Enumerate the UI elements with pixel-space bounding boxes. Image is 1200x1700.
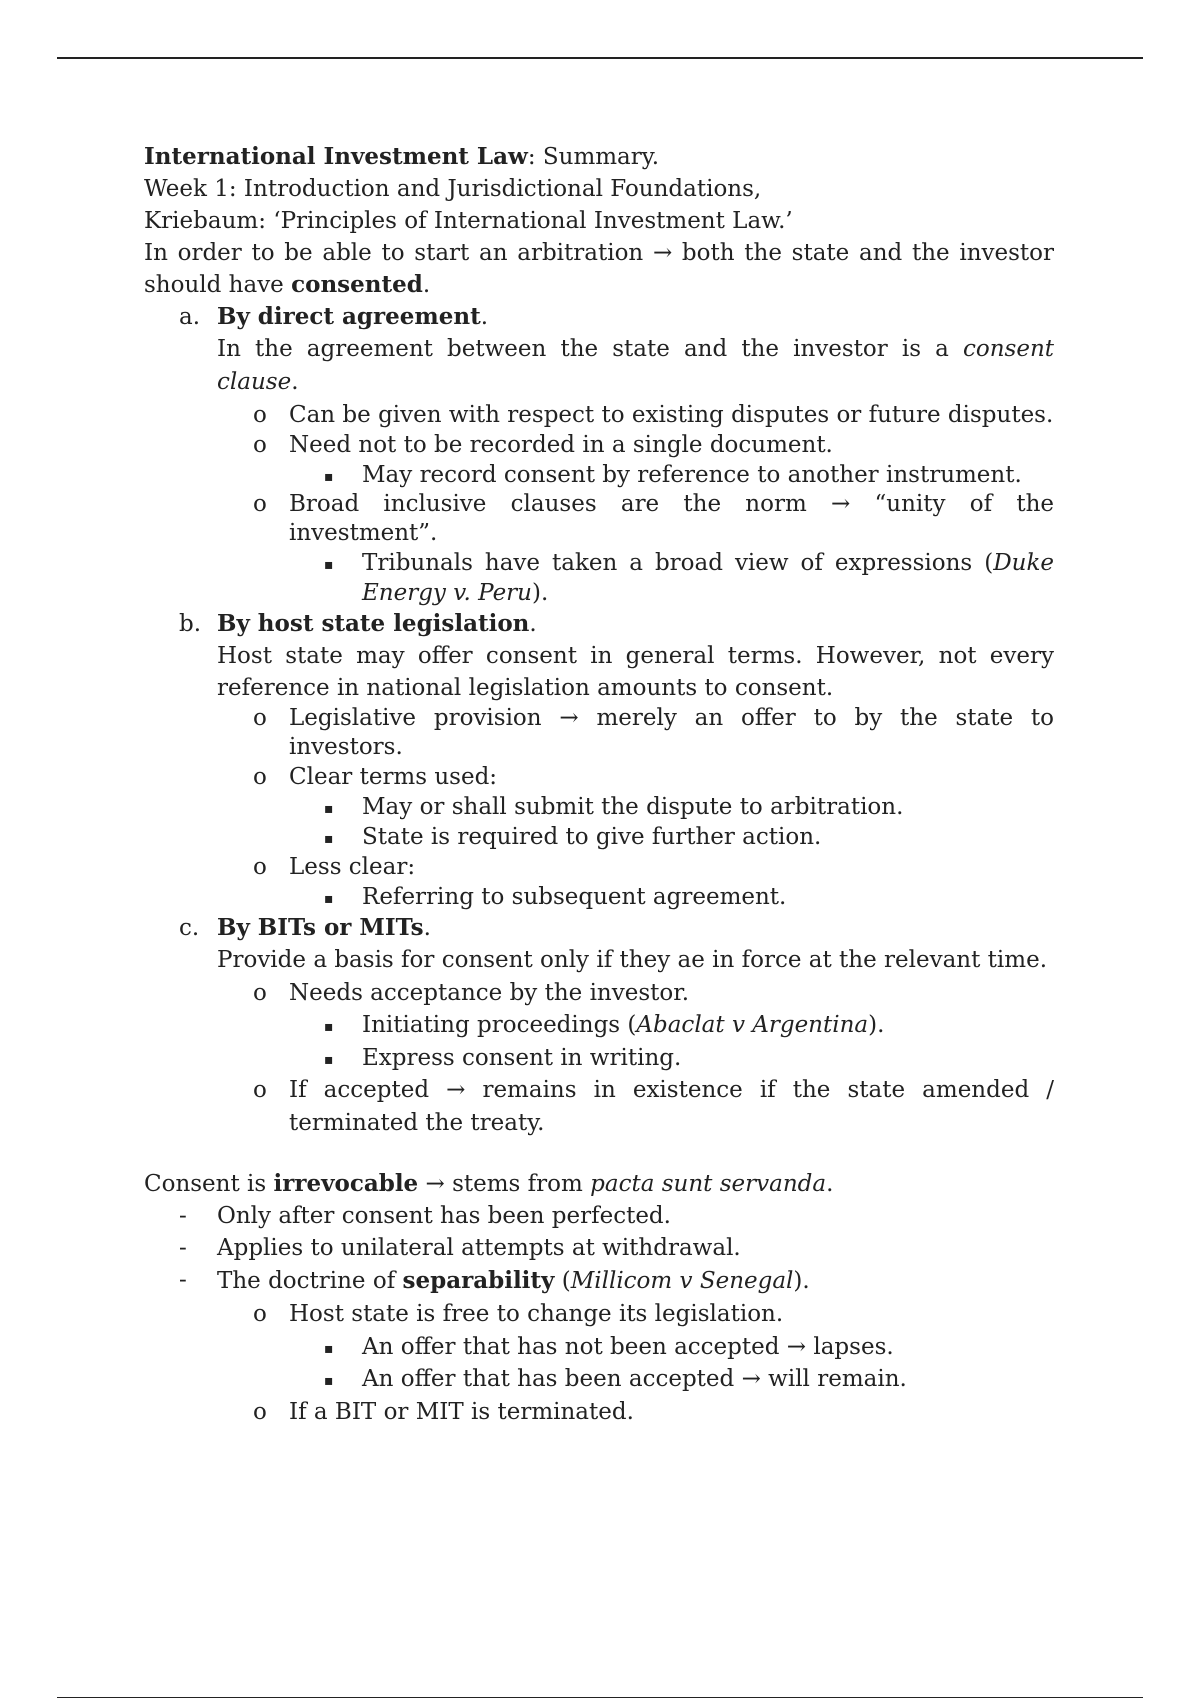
- list-marker: a.: [179, 304, 201, 330]
- para-italic: consent clause: [217, 336, 1054, 395]
- section-heading: By host state legislation: [217, 610, 530, 637]
- square-bullet: ▪: [324, 1341, 334, 1357]
- para-text: → stems from: [418, 1171, 591, 1197]
- list-item: [144, 1298, 1054, 1331]
- item-end: ).: [531, 580, 549, 606]
- list-item: [144, 1232, 1054, 1264]
- list-item: [144, 1264, 1054, 1298]
- case-name: Abaclat v Argentina: [636, 1012, 869, 1038]
- list-item: [144, 1363, 1054, 1396]
- list-item: [144, 1009, 1054, 1042]
- circle-bullet: o: [253, 854, 267, 880]
- circle-bullet: o: [253, 402, 267, 428]
- item-text: The doctrine of: [217, 1268, 403, 1294]
- doc-title: [144, 141, 1054, 173]
- intro-end: .: [422, 272, 431, 298]
- item-end: ).: [793, 1268, 810, 1294]
- item-bold: separability: [402, 1267, 555, 1294]
- intro-text: In order to be able to start an arbitration → both the state and the investor should have: [144, 240, 1054, 298]
- square-bullet: ▪: [324, 1373, 334, 1389]
- top-rule: [57, 57, 1143, 59]
- intro-paragraph: [144, 237, 1054, 301]
- case-name: Duke Energy v. Peru: [362, 550, 1054, 606]
- square-bullet: ▪: [324, 1052, 334, 1068]
- para-italic: pacta sunt servanda: [590, 1171, 827, 1197]
- square-bullet: ▪: [324, 831, 334, 847]
- list-item: [144, 882, 1054, 912]
- list-item: [144, 1331, 1054, 1363]
- list-item: [144, 704, 1054, 762]
- list-item: [144, 548, 1054, 608]
- list-item: [144, 460, 1054, 490]
- list-item: [144, 401, 1054, 430]
- doc-title-bold: International Investment Law: [144, 143, 528, 170]
- circle-bullet: o: [253, 705, 267, 731]
- dash-bullet: -: [179, 1235, 187, 1261]
- item-text: If accepted → remains in existence if the state amended / terminated the treaty.: [289, 1077, 1054, 1136]
- section-a-text: [144, 333, 1054, 399]
- para-text: Consent is: [144, 1171, 274, 1197]
- case-name: Millicom v Senegal: [570, 1268, 794, 1294]
- square-bullet: ▪: [324, 469, 334, 485]
- list-item: [144, 762, 1054, 792]
- item-text: Legislative provision → merely an offer to by the state to investors.: [289, 705, 1054, 760]
- source-line: Kriebaum: ‘Principles of International Investment Law.’: [144, 208, 793, 234]
- intro-bold: consented: [291, 271, 423, 298]
- item-text: Less clear:: [289, 854, 416, 880]
- item-text: If a BIT or MIT is terminated.: [289, 1399, 634, 1425]
- spacer: [144, 1140, 1054, 1168]
- circle-bullet: o: [253, 764, 267, 790]
- circle-bullet: o: [253, 491, 267, 517]
- list-item: [144, 822, 1054, 852]
- dash-bullet: -: [179, 1267, 187, 1293]
- circle-bullet: o: [253, 1077, 267, 1103]
- week-line: Week 1: Introduction and Jurisdictional Foundations,: [144, 176, 762, 202]
- item-text: Express consent in writing.: [362, 1045, 682, 1071]
- item-text: An offer that has been accepted → will remain.: [362, 1366, 907, 1392]
- item-text: Clear terms used:: [289, 764, 498, 790]
- item-text: (: [554, 1268, 571, 1294]
- list-item: [144, 1396, 1054, 1428]
- doc-title-rest: : Summary.: [527, 144, 660, 170]
- item-text: Initiating proceedings (: [362, 1012, 637, 1038]
- item-text: Host state is free to change its legislation.: [289, 1301, 784, 1327]
- circle-bullet: o: [253, 1399, 267, 1425]
- item-text: Applies to unilateral attempts at withdrawal.: [217, 1235, 741, 1261]
- irrevocable-paragraph: [144, 1168, 1054, 1200]
- section-heading: By direct agreement: [217, 303, 481, 330]
- item-text: Broad inclusive clauses are the norm → “unity of the investment”.: [289, 491, 1054, 546]
- list-item: [144, 852, 1054, 882]
- square-bullet: ▪: [324, 801, 334, 817]
- para-end: .: [291, 369, 299, 395]
- list-item: [144, 1200, 1054, 1232]
- section-c-heading: c. By BITs or MITs.: [144, 912, 1054, 944]
- circle-bullet: o: [253, 432, 267, 458]
- dash-bullet: -: [179, 1203, 187, 1229]
- section-b-text: Host state may offer consent in general terms. However, not every reference in national legislation amounts to consent.: [217, 643, 1054, 701]
- square-bullet: ▪: [324, 557, 334, 573]
- list-item: [144, 1074, 1054, 1140]
- square-bullet: ▪: [324, 1019, 334, 1035]
- section-b-heading: b. By host state legislation.: [144, 608, 1054, 640]
- square-bullet: ▪: [324, 891, 334, 907]
- circle-bullet: o: [253, 1301, 267, 1327]
- item-text: Need not to be recorded in a single document.: [289, 432, 833, 458]
- list-item: [144, 792, 1054, 822]
- item-text: May record consent by reference to another instrument.: [362, 462, 1022, 488]
- item-text: State is required to give further action.: [362, 824, 822, 850]
- item-text: Referring to subsequent agreement.: [362, 884, 787, 910]
- section-c-text: Provide a basis for consent only if they ae in force at the relevant time.: [217, 947, 1047, 973]
- item-text: May or shall submit the dispute to arbitration.: [362, 794, 904, 820]
- item-text: Needs acceptance by the investor.: [289, 980, 690, 1006]
- item-text: Can be given with respect to existing disputes or future disputes.: [289, 402, 1054, 428]
- list-item: [144, 977, 1054, 1009]
- para-text: In the agreement between the state and the investor is a: [217, 336, 963, 362]
- circle-bullet: o: [253, 980, 267, 1006]
- para-bold: irrevocable: [273, 1170, 419, 1197]
- item-text: Tribunals have taken a broad view of expressions (: [362, 550, 994, 576]
- list-item: [144, 490, 1054, 548]
- section-a-heading: a. By direct agreement.: [144, 301, 1054, 333]
- para-end: .: [826, 1171, 834, 1197]
- section-heading: By BITs or MITs: [217, 914, 424, 941]
- item-text: Only after consent has been perfected.: [217, 1203, 671, 1229]
- list-marker: c.: [179, 915, 200, 941]
- item-text: An offer that has not been accepted → lapses.: [362, 1334, 894, 1360]
- item-end: ).: [868, 1012, 885, 1038]
- list-item: [144, 430, 1054, 460]
- list-marker: b.: [179, 611, 202, 637]
- document-body: [144, 141, 1054, 1428]
- bottom-rule: [57, 1697, 1143, 1698]
- list-item: [144, 1042, 1054, 1074]
